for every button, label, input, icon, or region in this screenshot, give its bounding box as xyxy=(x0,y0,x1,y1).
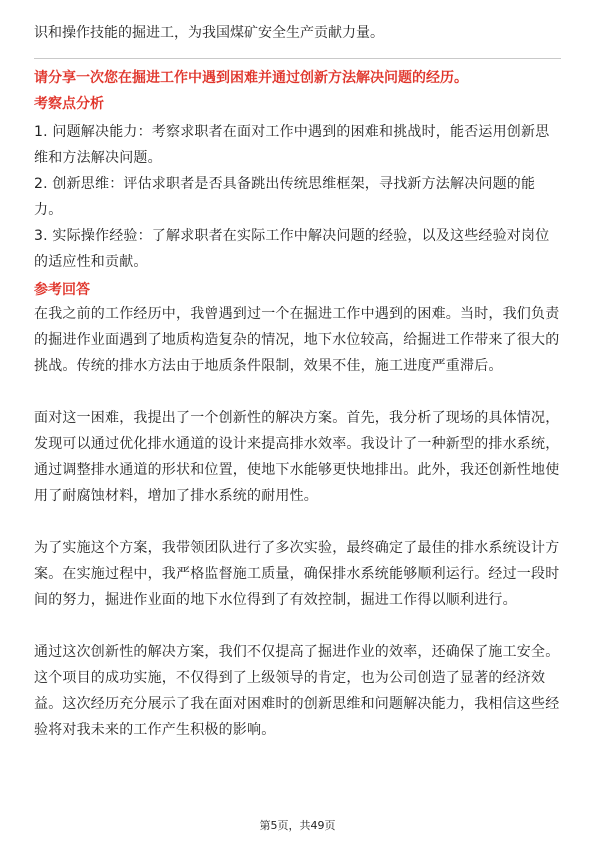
interview-question: 请分享一次您在掘进工作中遇到困难并通过创新方法解决问题的经历。 xyxy=(34,70,468,86)
answer-paragraph: 面对这一困难，我提出了一个创新性的解决方案。首先，我分析了现场的具体情况，发现可以通过优化排水通道的设计来提高排水效率。我设计了一种新型的排水系统，通过调整排水通道的形状和位置，使地下水能够更快地排出。此外，我还创新性地使用了耐腐蚀材料，增加了排水系统的耐用性。 xyxy=(34,410,560,504)
intro-text: 识和操作技能的掘进工，为我国煤矿安全生产贡献力量。 xyxy=(34,25,384,41)
analysis-heading: 考察点分析 xyxy=(34,96,104,112)
answer-paragraph: 为了实施这个方案，我带领团队进行了多次实验，最终确定了最佳的排水系统设计方案。在实施过程中，我严格监督施工质量，确保排水系统能够顺利运行。经过一段时间的努力，掘进作业面的地下水位得到了有效控制，掘进工作得以顺利进行。 xyxy=(34,540,560,608)
page-number: 第5页，共49页 xyxy=(259,819,336,832)
analysis-item: 3. 实际操作经验：了解求职者在实际工作中解决问题的经验，以及这些经验对岗位的适应性和贡献。 xyxy=(34,228,550,270)
analysis-item: 1. 问题解决能力：考察求职者在面对工作中遇到的困难和挑战时，能否运用创新思维和方法解决问题。 xyxy=(34,124,550,166)
analysis-item: 2. 创新思维：评估求职者是否具备跳出传统思维框架，寻找新方法解决问题的能力。 xyxy=(34,176,536,218)
answer-paragraph: 在我之前的工作经历中，我曾遇到过一个在掘进工作中遇到的困难。当时，我们负责的掘进作业面遇到了地质构造复杂的情况，地下水位较高，给掘进工作带来了很大的挑战。传统的排水方法由于地质条件限制，效果不佳，施工进度严重滞后。 xyxy=(34,306,560,374)
answer-paragraph: 通过这次创新性的解决方案，我们不仅提高了掘进作业的效率，还确保了施工安全。这个项目的成功实施，不仅得到了上级领导的肯定，也为公司创造了显著的经济效益。这次经历充分展示了我在面对困难时的创新思维和问题解决能力，我相信这些经验将对我未来的工作产生积极的影响。 xyxy=(34,644,560,738)
section-divider xyxy=(34,58,561,59)
answer-heading: 参考回答 xyxy=(34,282,90,298)
document-page xyxy=(34,22,561,743)
